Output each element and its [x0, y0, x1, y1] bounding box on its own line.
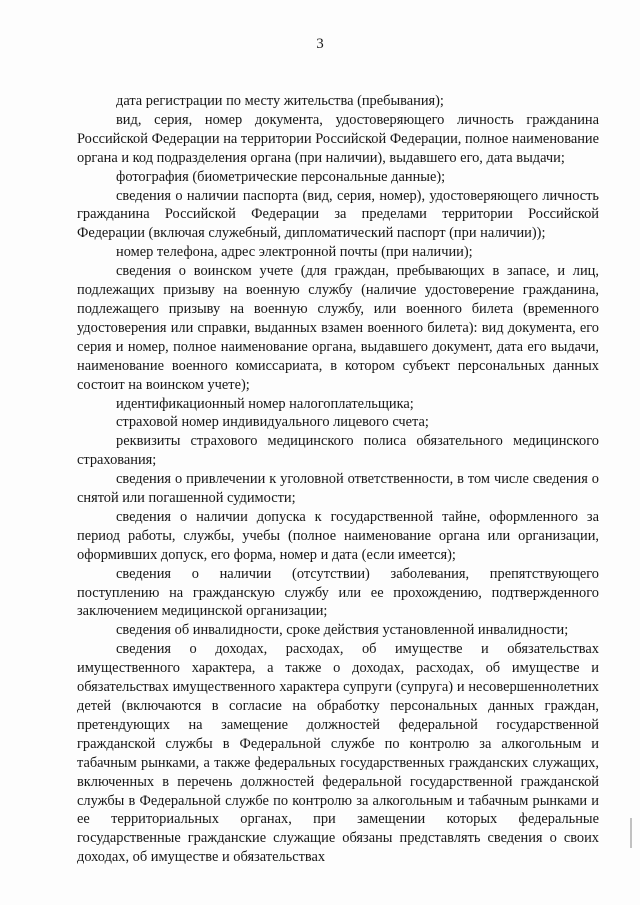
paragraph-tax-id: идентификационный номер налогоплательщика;	[116, 395, 414, 412]
paragraph-disability: сведения об инвалидности, сроке действия установленной инвалидности;	[116, 622, 569, 639]
paragraph-identity-document: вид, серия, номер документа, удостоверяющего личность гражданина Российской Федерации на территории Российской Федерации, полное наименование органа и код подразделения органа (при наличии), выдавшего его, дата выдачи;	[77, 111, 599, 166]
paragraph-insurance-number: страховой номер индивидуального лицевого счета;	[116, 414, 429, 431]
page-number: 3	[316, 36, 324, 52]
paragraph-state-secret: сведения о наличии допуска к государственной тайне, оформленного за период работы, службы, учебы (полное наименование органа или организации, оформивших допуск, его форма, номер и дата (если имеется);	[77, 508, 599, 563]
paragraph-criminal-record: сведения о привлечении к уголовной ответственности, в том числе сведения о снятой или погашенной судимости;	[77, 471, 599, 507]
scan-edge-mark	[630, 818, 632, 848]
document-body	[77, 92, 599, 867]
paragraph-foreign-passport: сведения о наличии паспорта (вид, серия, номер), удостоверяющего личность гражданина Российской Федерации за пределами территории Российской Федерации (включая служебный, дипломатический паспорт (при наличии));	[77, 187, 599, 242]
paragraph-disease: сведения о наличии (отсутствии) заболевания, препятствующего поступлению на гражданскую службу или ее прохождению, подтвержденного заключением медицинской организации;	[77, 565, 599, 620]
paragraph-medical-policy: реквизиты страхового медицинского полиса обязательного медицинского страхования;	[77, 433, 599, 469]
paragraph-photo: фотография (биометрические персональные данные);	[116, 168, 446, 185]
paragraph-income-property: сведения о доходах, расходах, об имуществе и обязательствах имущественного характера, а также о доходах, расходах, об имуществе и обязательствах имущественного характера супруги (супруга) и несовершеннолетних детей (включаются в согласие на обработку персональных данных граждан, претендующих на замещение должностей федеральной государственной гражданской службы в Федеральной службе по контролю за алкогольным и табачным рынками, а также федеральных государственных гражданских служащих, включенных в перечень должностей федеральной государственной гражданской службы в Федеральной службе по контролю за алкогольным и табачным рынками и ее территориальных органах, при замещении которых федеральные государственные гражданские служащие обязаны представлять сведения о своих доходах, об имуществе и обязательствах	[77, 641, 599, 866]
paragraph-phone-email: номер телефона, адрес электронной почты (при наличии);	[116, 244, 473, 261]
paragraph-registration-date: дата регистрации по месту жительства (пребывания);	[116, 93, 444, 109]
paragraph-military-registration: сведения о воинском учете (для граждан, пребывающих в запасе, и лиц, подлежащих призыву на военную службу (наличие удостоверение гражданина, подлежащего призыву на военную службу, или военного билета (временного удостоверения или справки, выданных взамен военного билета): вид документа, его серия и номер, полное наименование органа, выдавшего документ, дата его выдачи, наименование военного комиссариата, в котором субъект персональных данных состоит на воинском учете);	[77, 263, 599, 393]
